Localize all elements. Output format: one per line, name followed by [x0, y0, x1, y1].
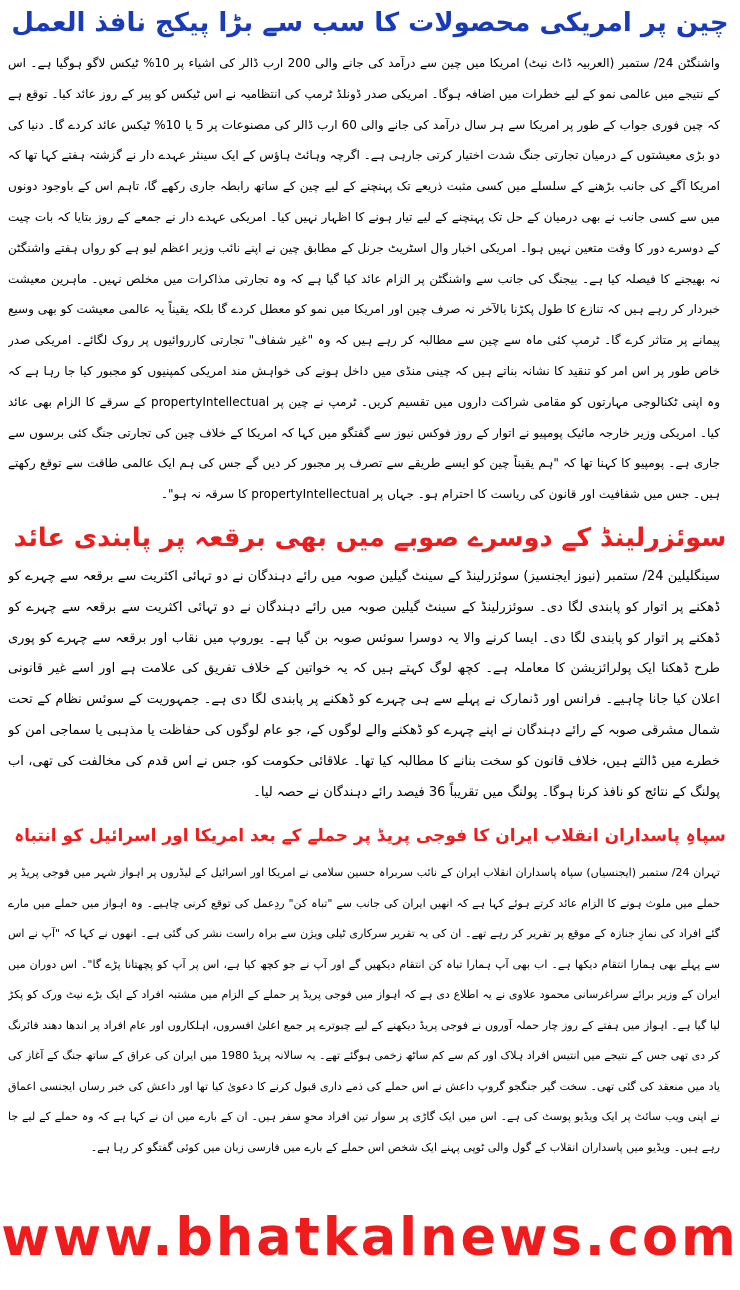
article-china-tariffs: واشنگٹن 24/ ستمبر (العربیہ ڈاٹ نیٹ) امریکا میں چین سے درآمد کی جانے والی 200 ارب ڈالر کی اشیاء پر 10% ٹیکس لاگو ہوگیا ہے۔ اس کے نتیجے میں عالمی نمو کے لیے خطرات میں اضافہ ہوگا۔ امریکی صدر ڈونلڈ ٹرمپ کی انتظامیہ نے اس ٹیکس کو پیر کے روز عائد کیا۔ توقع ہے کہ چین فوری جواب کے طور پر امریکا سے ہر سال درآمد کی جانے والی 60 ارب ڈالر کی مصنوعات پر 5 یا 10% ٹیکس عائد کردے گا۔ دنیا کی دو بڑی معیشتوں کے درمیان تجارتی جنگ شدت اختیار کرتی جارہی ہے۔ اگرچہ وہائٹ ہاؤس کے ایک سینئر عہدے دار نے گزشتہ ہفتے کہا تھا کہ امریکا آگے کی جانب بڑھنے کے سلسلے میں کسی مثبت ذریعے تک پہنچنے کے لیے چین کے ساتھ رابطہ جاری رکھے گا، تاہم اس کے باوجود دونوں میں سے کسی جانب نے بھی درمیان کے حل تک پہنچنے کے لیے تیار ہونے کا اظہار نہیں کیا۔ امریکی عہدے دار نے جمعے کے روز بتایا کہ بات چیت کے دوسرے دور کا وقت متعین نہیں ہوا۔ امریکی اخبار وال اسٹریٹ جرنل کے مطابق چین نے اپنے نائب وزیر اعظم لیو ہے کو رواں ہفتے واشنگٹن نہ بھیجنے کا فیصلہ کیا ہے۔ بیجنگ کی جانب سے واشنگٹن پر الزام عائد کیا گیا ہے کہ وہ تجارتی مذاکرات میں مخلص نہیں۔ ماہرین معیشت خبردار کر رہے ہیں کہ تنازع کا طول پکڑنا بالآخر نہ صرف چین اور امریکا میں نمو کو معطل کردے گا بلکہ یقیناً یہ عالمی معیشت کو بھی وسیع پیمانے پر متاثر کرے گا۔ ٹرمپ کئی ماہ سے چین سے مطالبہ کر رہے ہیں کہ وہ "غیر شفاف" تجارتی کارروائیوں پر روک لگائے۔ امریکی صدر خاص طور پر اس امر کو تنقید کا نشانہ بناتے ہیں کہ چینی منڈی میں داخل ہونے کی خواہش مند امریکی کمپنیوں کو مجبور کیا جا رہا ہے کہ وہ اپنی ٹکنالوجی مہارتوں کو مقامی شراکت داروں میں تقسیم کریں۔ ٹرمپ نے چین پر propertyIntellectual کے سرقے کا الزام بھی عائد کیا۔ امریکی وزیر خارجہ مائیک پومپیو نے اتوار کے روز فوکس نیوز سے گفتگو میں کہا کہ امریکا کے خلاف چین کی تجارتی جنگ کئی برسوں سے جاری ہے۔ پومپیو کا کہنا تھا کہ "ہم یقیناً چین کو ایسے طریقے سے تصرف پر مجبور کر دیں گے جس کی ہم ایک عالمی طاقت سے توقع رکھتے ہیں۔ جس میں شفافیت اور قانون کی ریاست کا احترام ہو۔ جہاں پر propertyIntellectual کا سرقہ نہ ہو"۔: [8, 56, 720, 502]
article-swiss-burqa: سینگلیلین 24/ ستمبر (نیوز ایجنسیز) سوئزرلینڈ کے سینٹ گیلین صوبہ میں رائے دہندگان نے دو تہائی اکثریت سے برقعہ سے چہرے کو ڈھکنے پر اتوار کو پابندی لگا دی۔ سوئزرلینڈ کے سینٹ گیلین صوبہ میں رائے دہندگان نے دو تہائی اکثریت سے برقعہ سے چہرے کو ڈھکنے پر اتوار کو پابندی لگا دی۔ ایسا کرنے والا یہ دوسرا سوئس صوبہ بن گیا ہے۔ یوروپ میں نقاب اور برقعہ سے چہرے کو پوری طرح ڈھکنا ایک پولرائزیشن کا معاملہ ہے۔ کچھ لوگ کہتے ہیں کہ یہ خواتین کے خلاف تفریق کی علامت ہے اور اسے غیر قانونی اعلان کیا جانا چاہیے۔ فرانس اور ڈنمارک نے پہلے سے ہی چہرے کو ڈھکنے پر پابندی لگا دی ہے۔ جمہوریت کے سوئس نظام کے تحت شمال مشرقی صوبہ کے رائے دہندگان نے اپنے چہرے کو ڈھکنے والے لوگوں کے، جو عام لوگوں کی حفاظت یا مذہبی یا سماجی امن کو خطرے میں ڈالتے ہیں، خلاف قانون کو سخت بنانے کا مطالبہ کیا تھا۔ علاقائی حکومت کو، جس نے اس قدم کی مخالفت کی تھی، اب پولنگ کے نتائج کو نافذ کرنا ہوگا۔ پولنگ میں تقریباً 36 فیصد رائے دہندگان نے حصہ لیا۔: [8, 569, 720, 800]
headline-swiss-burqa: سوئزرلینڈ کے دوسرے صوبے میں بھی برقعہ پر پابندی عائد: [13, 523, 727, 553]
footer-website-url: www.bhatkalnews.com: [1, 1207, 739, 1268]
headline-china-tariffs: چین پر امریکی محصولات کا سب سے بڑا پیکج نافذ العمل: [11, 8, 729, 38]
headline-iran-guards: سپاہِ پاسداران انقلاب ایران کا فوجی پریڈ پر حملے کے بعد امریکا اور اسرائیل کو انتباہ: [14, 826, 726, 846]
article-iran-guards: تہران 24/ ستمبر (ایجنسیاں) سپاہ پاسداران انقلاب ایران کے نائب سربراہ حسین سلامی نے امریکا اور اسرائیل کے لیڈروں پر اہواز شہر میں فوجی پریڈ پر حملے میں ملوث ہونے کا الزام عائد کرتے ہوئے کہا ہے کہ انھیں ایران کی جانب سے "تباہ کن" ردِعمل کی توقع کرنی چاہیے۔ وہ اہواز میں حملے میں مارے گئے افراد کی نمازِ جنازہ کے موقع پر تقریر کر رہے تھے۔ ان کی یہ تقریر سرکاری ٹیلی ویژن سے براہ راست نشر کی گئی ہے۔ انھوں نے کہا کہ "آپ نے اس سے پہلے بھی ہمارا انتقام دیکھا ہے۔ اب بھی آپ ہمارا تباہ کن انتقام دیکھیں گے اور آپ نے جو کچھ کیا ہے، اس پر آپ کو پچھتانا پڑے گا"۔ اس دوران میں ایران کے وزیر برائے سراغرسانی محمود علاوی نے یہ اطلاع دی ہے کہ اہواز میں فوجی پریڈ پر حملے کے الزام میں مشتبہ افراد کے ایک بڑے نیٹ ورک کو پکڑ لیا گیا ہے۔ اہواز میں ہفتے کے روز چار حملہ آوروں نے فوجی پریڈ دیکھنے کے لیے چبوترے پر جمع اعلیٰ افسروں، اہلکاروں اور عام افراد پر اندھا دھند فائرنگ کر دی تھی جس کے نتیجے میں انتیس افراد ہلاک اور کم سے کم ساٹھ زخمی ہوگئے تھے۔ یہ سالانہ پریڈ 1980 میں ایران کی عراق کے ساتھ جنگ کے آغاز کی یاد میں منعقد کی گئی تھی۔ سخت گیر جنگجو گروپ داعش نے اس حملے کی ذمے داری قبول کرنے کا دعویٰ کیا تھا اور داعش کی خبر رساں ایجنسی اعماق نے اپنی ویب سائٹ پر ایک ویڈیو پوسٹ کی ہے۔ اس میں ایک گاڑی پر سوار تین افراد محوِ سفر ہیں۔ ان کے بارے میں ان نے کہا ہے کہ وہ حملے کے لیے جا رہے ہیں۔ ویڈیو میں پاسداران انقلاب کے گول والی ٹوپی پہنے ایک شخص اس حملے کے بارے میں فارسی زبان میں کوئی گفتگو کر رہا ہے۔: [8, 866, 720, 1154]
